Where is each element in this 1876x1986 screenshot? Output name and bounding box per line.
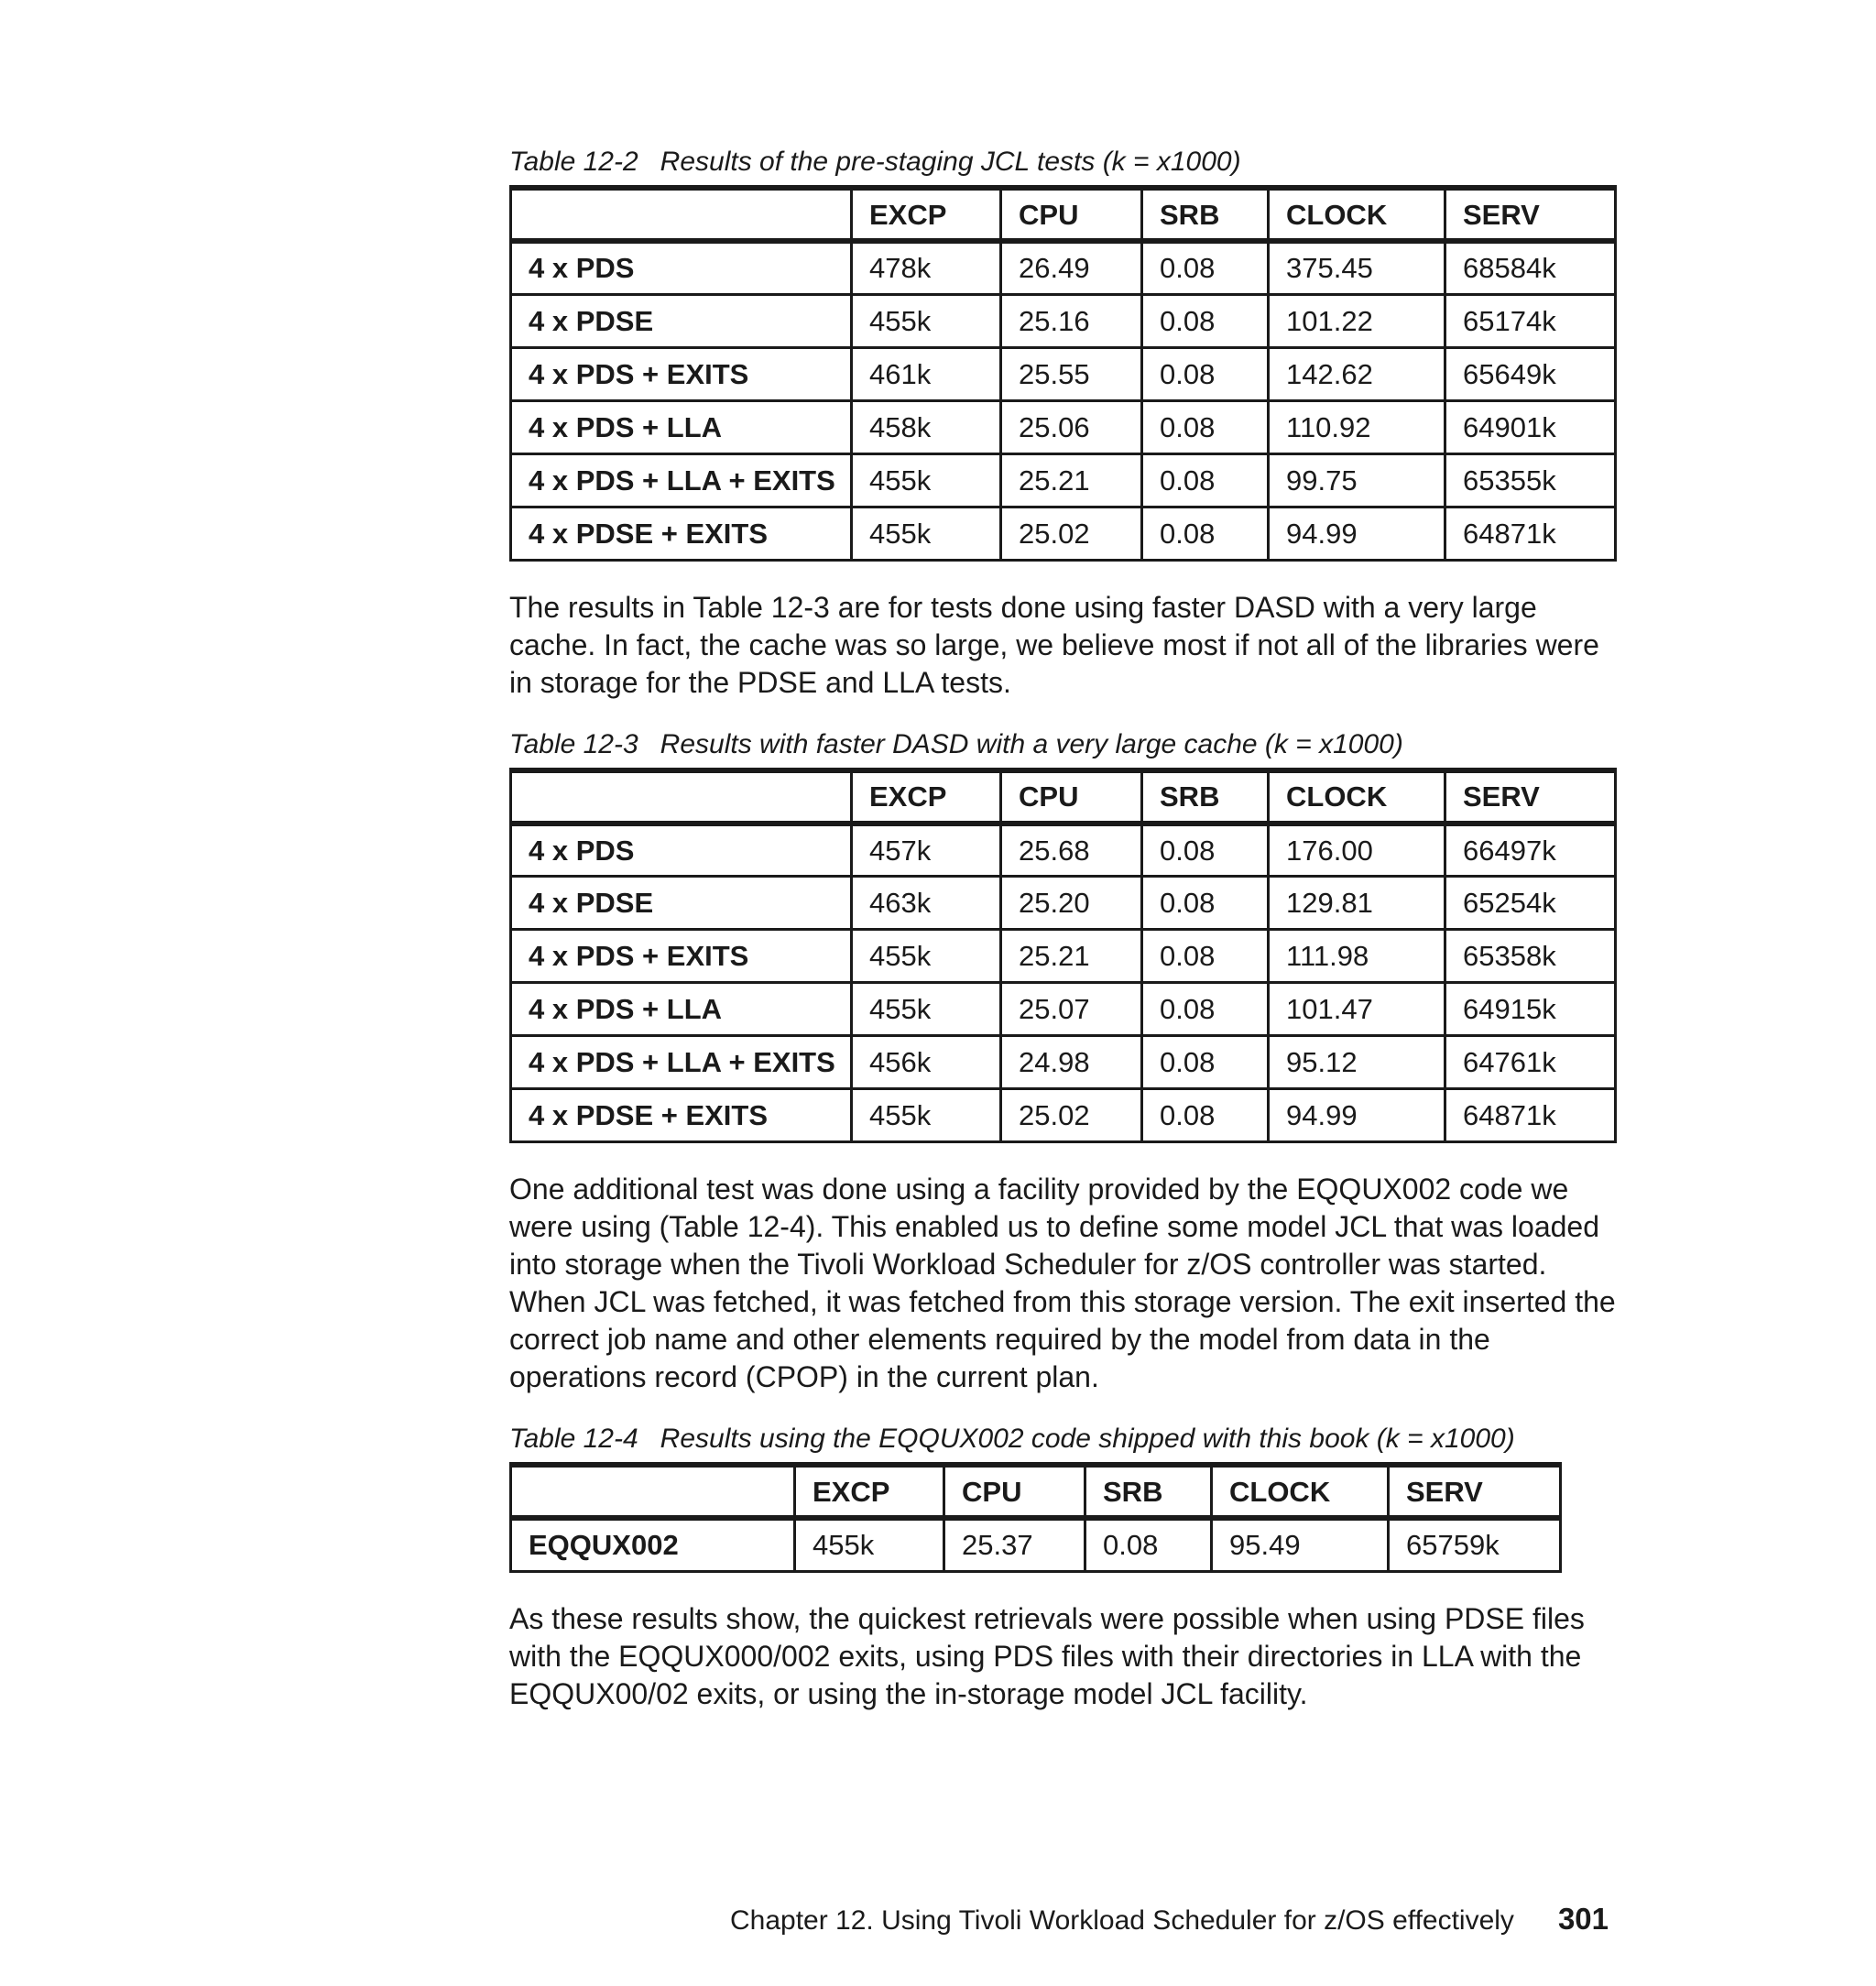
table-cell: 25.68 [1001,824,1142,877]
row-label: 4 x PDS + EXITS [511,347,852,400]
table-cell: 0.08 [1085,1518,1212,1571]
table-row [511,877,1616,930]
header-cell: CPU [944,1465,1085,1518]
table-row [511,453,1616,507]
table-row [511,507,1616,560]
caption-number: Table 12-3 [509,728,638,759]
row-label: 4 x PDSE + EXITS [511,507,852,560]
table-cell: 0.08 [1142,1089,1269,1142]
caption-text: Results using the EQQUX002 code shipped with this book (k = x1000) [660,1424,1515,1454]
header-cell: CLOCK [1212,1465,1389,1518]
paragraph-eqqux002-intro: One additional test was done using a facility provided by the EQQUX002 code we were using (Table 12-4). This enabled us to define some model JCL that was loaded into storage when the Tivoli Workload Scheduler for z/OS controller was started. When JCL was fetched, it was fetched from this storage version. The exit inserted the correct job name and other elements required by the model from data in the operations record (CPOP) in the current plan. [509,1173,1616,1393]
table-cell: 455k [852,983,1001,1036]
table-cell: 25.55 [1001,347,1142,400]
table-cell: 64901k [1445,400,1616,453]
table-12-2-caption [509,145,1618,180]
table-row [511,1089,1616,1142]
table-row [511,400,1616,453]
header-cell: SERV [1389,1465,1561,1518]
chapter-title: Chapter 12. Using Tivoli Workload Scheduler for z/OS effectively [729,1905,1514,1936]
caption-text: Results of the pre-staging JCL tests (k = x1000) [660,147,1241,177]
table-cell: 64871k [1445,507,1616,560]
table-cell: 458k [852,400,1001,453]
row-label: 4 x PDS + LLA [511,400,852,453]
table-cell: 0.08 [1142,824,1269,877]
row-label: 4 x PDS + LLA + EXITS [511,1036,852,1089]
table-cell: 463k [852,877,1001,930]
paragraph-conclusion: As these results show, the quickest retrievals were possible when using PDSE files with the EQQUX000/002 exits, using PDS files with their directories in LLA with the EQQUX00/02 exits, or using the in-storage model JCL facility. [509,1601,1585,1710]
row-label: 4 x PDS [511,241,852,294]
table-cell: 455k [852,507,1001,560]
table-cell: 0.08 [1142,241,1269,294]
table-cell: 94.99 [1269,507,1445,560]
table-cell: 375.45 [1269,241,1445,294]
row-label: 4 x PDS + LLA + EXITS [511,453,852,507]
table-cell: 0.08 [1142,877,1269,930]
table-row [511,1036,1616,1089]
header-cell: EXCP [852,188,1001,241]
table-cell: 478k [852,241,1001,294]
page-number: 301 [1557,1902,1609,1936]
table-cell: 142.62 [1269,347,1445,400]
caption-number: Table 12-4 [509,1424,638,1454]
table-cell: 0.08 [1142,347,1269,400]
table-cell: 0.08 [1142,507,1269,560]
table-cell: 95.12 [1269,1036,1445,1089]
header-cell [511,188,852,241]
header-cell: EXCP [852,770,1001,824]
table-cell: 65649k [1445,347,1616,400]
table-cell: 0.08 [1142,294,1269,347]
table-12-3 [509,768,1617,1144]
table-cell: 25.21 [1001,453,1142,507]
table-12-4 [509,1462,1562,1573]
table-row [511,347,1616,400]
table-cell: 457k [852,824,1001,877]
page-content [509,145,1618,1713]
table-cell: 0.08 [1142,930,1269,983]
table-cell: 129.81 [1269,877,1445,930]
header-cell: CLOCK [1269,188,1445,241]
table-cell: 94.99 [1269,1089,1445,1142]
table-cell: 0.08 [1142,983,1269,1036]
table-cell: 64871k [1445,1089,1616,1142]
table-cell: 95.49 [1212,1518,1389,1571]
table-cell: 110.92 [1269,400,1445,453]
table-cell: 455k [852,930,1001,983]
table-cell: 65174k [1445,294,1616,347]
table-cell: 65254k [1445,877,1616,930]
table-cell: 68584k [1445,241,1616,294]
caption-number: Table 12-2 [509,147,638,177]
table-cell: 25.07 [1001,983,1142,1036]
paragraph-table-12-3-intro: The results in Table 12-3 are for tests done using faster DASD with a very large cache. In fact, the cache was so large, we believe most if not all of the libraries were in storage for the PDSE and LLA tests. [509,590,1599,699]
header-row [511,1465,1561,1518]
table-cell: 101.47 [1269,983,1445,1036]
header-row [511,770,1616,824]
table-row [511,294,1616,347]
table-cell: 25.20 [1001,877,1142,930]
header-cell [511,1465,795,1518]
table-cell: 65355k [1445,453,1616,507]
header-cell: CLOCK [1269,770,1445,824]
row-label: 4 x PDSE [511,877,852,930]
table-cell: 25.37 [944,1518,1085,1571]
table-cell: 25.16 [1001,294,1142,347]
table-12-2 [509,185,1617,562]
table-row [511,241,1616,294]
table-row [511,930,1616,983]
header-cell: CPU [1001,188,1142,241]
row-label: 4 x PDSE [511,294,852,347]
table-cell: 455k [795,1518,944,1571]
table-row [511,983,1616,1036]
table-cell: 0.08 [1142,400,1269,453]
table-cell: 456k [852,1036,1001,1089]
caption-text: Results with faster DASD with a very large cache (k = x1000) [660,728,1403,759]
row-label: 4 x PDS [511,824,852,877]
table-cell: 455k [852,453,1001,507]
header-cell: SERV [1445,770,1616,824]
table-cell: 176.00 [1269,824,1445,877]
header-row [511,188,1616,241]
page-footer [718,1902,1609,1937]
table-cell: 25.21 [1001,930,1142,983]
row-label: 4 x PDS + LLA [511,983,852,1036]
header-cell: EXCP [795,1465,944,1518]
row-label: 4 x PDS + EXITS [511,930,852,983]
table-cell: 26.49 [1001,241,1142,294]
table-cell: 99.75 [1269,453,1445,507]
table-cell: 25.02 [1001,1089,1142,1142]
table-cell: 25.06 [1001,400,1142,453]
table-row [511,1518,1561,1571]
header-cell: CPU [1001,770,1142,824]
table-cell: 64761k [1445,1036,1616,1089]
table-cell: 24.98 [1001,1036,1142,1089]
table-cell: 0.08 [1142,1036,1269,1089]
table-cell: 111.98 [1269,930,1445,983]
table-cell: 66497k [1445,824,1616,877]
table-cell: 101.22 [1269,294,1445,347]
table-cell: 65358k [1445,930,1616,983]
table-cell: 64915k [1445,983,1616,1036]
header-cell: SRB [1142,188,1269,241]
table-12-4-caption [509,1422,1618,1457]
row-label: 4 x PDSE + EXITS [511,1089,852,1142]
table-cell: 461k [852,347,1001,400]
header-cell: SRB [1142,770,1269,824]
table-cell: 0.08 [1142,453,1269,507]
table-cell: 65759k [1389,1518,1561,1571]
row-label: EQQUX002 [511,1518,795,1571]
table-cell: 25.02 [1001,507,1142,560]
table-row [511,824,1616,877]
table-cell: 455k [852,294,1001,347]
table-12-3-caption [509,727,1618,762]
header-cell: SRB [1085,1465,1212,1518]
header-cell [511,770,852,824]
table-cell: 455k [852,1089,1001,1142]
header-cell: SERV [1445,188,1616,241]
